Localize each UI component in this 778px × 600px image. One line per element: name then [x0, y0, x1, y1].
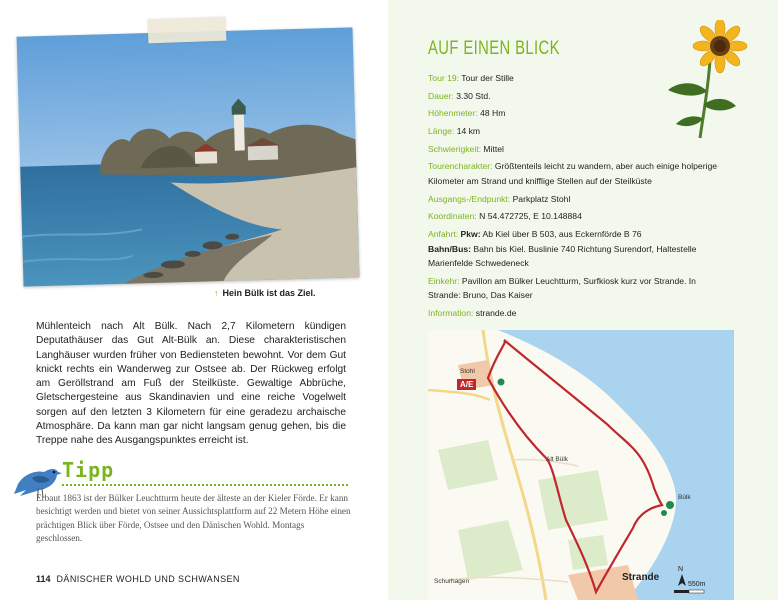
page-number: 114 — [36, 574, 51, 584]
fact-hoehenmeter — [428, 106, 728, 121]
fact-information — [428, 306, 728, 321]
pkw-value: Ab Kiel über B 503, aus Eckernförde B 76 — [482, 229, 642, 239]
pkw-label: Pkw: — [460, 229, 481, 239]
fact-einkehr — [428, 274, 728, 303]
fact-value: N 54.472725, E 10.148884 — [479, 211, 582, 222]
fact-key: Anfahrt: — [428, 229, 459, 239]
fact-value: strande.de — [475, 307, 517, 318]
fact-value: Pavillon am Bülker Leuchtturm, Surfkiosk kurz vor Strande. In Strande: Bruno, Das Kaiser — [428, 275, 696, 301]
map-label-stohl: Stohl — [460, 368, 475, 375]
caption-arrow-icon: ↑ — [214, 288, 219, 298]
fact-value: Parkplatz Stohl — [512, 193, 571, 204]
map-scale: 550m — [688, 581, 706, 588]
fact-value: Tour der Stille — [461, 73, 514, 83]
map-label-bulk: Bülk — [678, 494, 691, 501]
fact-koordinaten — [428, 209, 728, 224]
facts-list — [428, 71, 728, 324]
section-title: AUF EINEN BLICK — [428, 38, 560, 59]
right-page — [388, 0, 778, 600]
fact-value: 3.30 Std. — [456, 90, 491, 101]
fact-key: Tour 19: — [428, 73, 460, 83]
bahn-value: Bahn bis Kiel. Buslinie 740 Richtung Surendorf, Haltestelle Marienfelde Schwedeneck — [428, 243, 697, 268]
fact-key: Dauer: — [428, 90, 454, 101]
north-arrow-icon: N — [678, 566, 684, 573]
fact-laenge — [428, 124, 728, 139]
fact-value: 48 Hm — [480, 108, 506, 119]
fact-dauer — [428, 89, 728, 104]
fact-ausgangspunkt — [428, 192, 728, 207]
fact-key: Einkehr: — [428, 275, 460, 286]
start-end-marker: A/E — [457, 379, 476, 390]
fact-key: Tourencharakter: — [428, 161, 493, 172]
tipp-text: Erbaut 1863 ist der Bülker Leuchtturm heute der älteste an der Kieler Förde. Er kann besichtigt werden und bietet von seiner Aussichtsplattform auf 22 Metern Höhe einen prächtigen Blick über Förde, Ostsee und den Dänischen Wohld. Montags geschlossen. — [36, 493, 351, 544]
route-map — [428, 330, 734, 600]
fact-value: 14 km — [456, 126, 481, 137]
fact-tourencharakter — [428, 159, 728, 188]
fact-key: Information: — [428, 307, 474, 318]
lighthouse-photo — [17, 27, 360, 286]
map-label-alt-bulk: Alt Bülk — [546, 456, 569, 463]
chapter-title: DÄNISCHER WOHLD UND SCHWANSEN — [56, 574, 240, 584]
fact-anfahrt — [428, 227, 728, 271]
bahn-label: Bahn/Bus: — [428, 243, 471, 254]
fact-value: Größtenteils leicht zu wandern, aber auch einige holperige Kilometer am Strand und knifflige Stellen auf der Steilküste — [428, 161, 718, 186]
fact-key: Schwierigkeit: — [428, 143, 482, 154]
map-label-strande: Strande — [622, 572, 660, 583]
fact-key: Ausgangs-/Endpunkt: — [428, 193, 511, 204]
tipp-divider — [62, 484, 348, 486]
photo-caption — [214, 288, 316, 298]
page-footer — [36, 574, 240, 584]
tipp-box — [10, 452, 350, 552]
photo-tape — [148, 17, 227, 44]
fact-tour — [428, 71, 728, 86]
tipp-title: Tipp — [62, 458, 115, 482]
left-page — [0, 0, 388, 600]
caption-text: Hein Bülk ist das Ziel. — [222, 288, 316, 298]
fact-key: Länge: — [428, 126, 455, 137]
fact-key: Koordinaten: — [428, 211, 477, 222]
fact-key: Höhenmeter: — [428, 108, 478, 119]
fact-value: Mittel — [483, 143, 504, 154]
body-text: Mühlenteich nach Alt Bülk. Nach 2,7 Kilometern kündigen Deputathäuser das Gut Alt-Bülk an. Diese charakteristischen Langhäuser wurden früher von Bediensteten bewohnt. Vor dem Gut knickt rechts ein Wanderweg zur Ostsee ab. Der Rückweg erfolgt am Geröllstrand am Fuß der Steilküste. Gewaltige Abbrüche, Gletschergesteine aus Skandinavien und eine reiche Vogelwelt sorgen auf den letzten 3 Kilometern für eine geradezu archaische Atmosphäre. Da kann man gar nicht langsam genug gehen, bis die Treppe nahe des Ausgangspunktes erreicht ist. — [36, 321, 346, 447]
fact-schwierigkeit — [428, 142, 728, 157]
map-label-schurhagen: Schurhagen — [434, 578, 470, 585]
